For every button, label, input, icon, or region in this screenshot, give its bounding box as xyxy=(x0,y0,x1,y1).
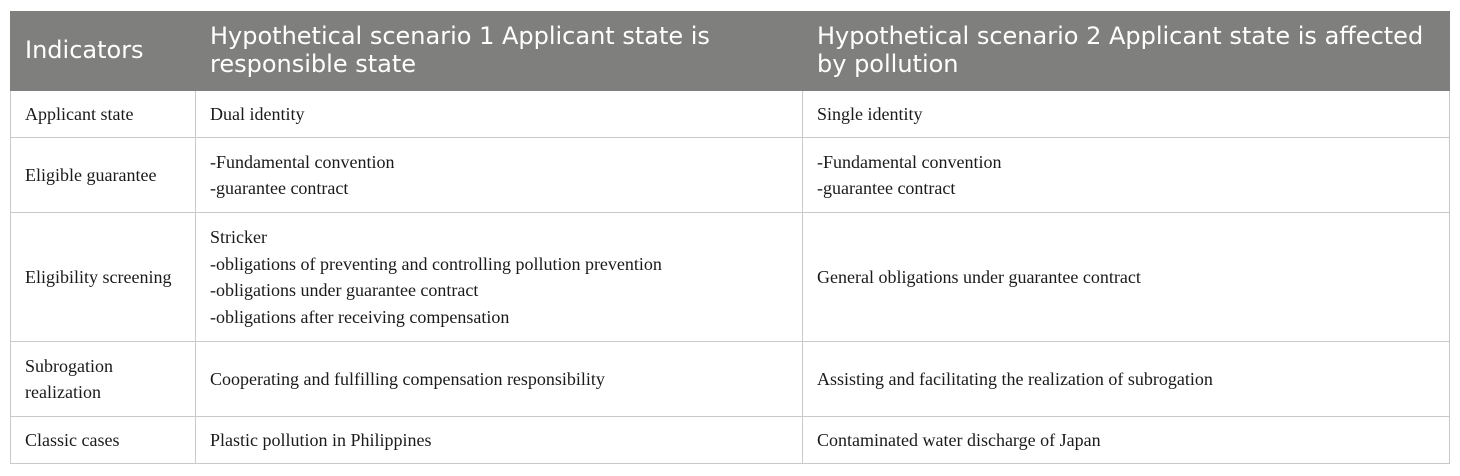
scenario-2-cell: Assisting and facilitating the realization of subrogation xyxy=(803,342,1450,417)
table-row xyxy=(11,417,1450,464)
table-row xyxy=(11,342,1450,417)
scenario-2-cell: -Fundamental convention -guarantee contract xyxy=(803,138,1450,213)
header-scenario-1: Hypothetical scenario 1 Applicant state is responsible state xyxy=(196,12,803,91)
comparison-table xyxy=(10,11,1450,464)
indicator-cell: Eligible guarantee xyxy=(11,138,196,213)
indicator-cell: Classic cases xyxy=(11,417,196,464)
indicator-cell: Applicant state xyxy=(11,91,196,138)
table-row xyxy=(11,138,1450,213)
table-row xyxy=(11,213,1450,342)
scenario-1-cell: Plastic pollution in Philippines xyxy=(196,417,803,464)
scenario-2-cell: Contaminated water discharge of Japan xyxy=(803,417,1450,464)
scenario-1-cell: Dual identity xyxy=(196,91,803,138)
scenario-1-cell: -Fundamental convention -guarantee contract xyxy=(196,138,803,213)
indicator-cell: Eligibility screening xyxy=(11,213,196,342)
header-scenario-2: Hypothetical scenario 2 Applicant state is affected by pollution xyxy=(803,12,1450,91)
scenario-2-cell: General obligations under guarantee contract xyxy=(803,213,1450,342)
scenario-2-cell: Single identity xyxy=(803,91,1450,138)
table-row xyxy=(11,91,1450,138)
header-row xyxy=(11,12,1450,91)
scenario-1-cell: Cooperating and fulfilling compensation responsibility xyxy=(196,342,803,417)
header-indicators: Indicators xyxy=(11,12,196,91)
indicator-cell: Subrogation realization xyxy=(11,342,196,417)
scenario-1-cell: Stricker -obligations of preventing and controlling pollution prevention -obligations under guarantee contract -obligations after receiving compensation xyxy=(196,213,803,342)
